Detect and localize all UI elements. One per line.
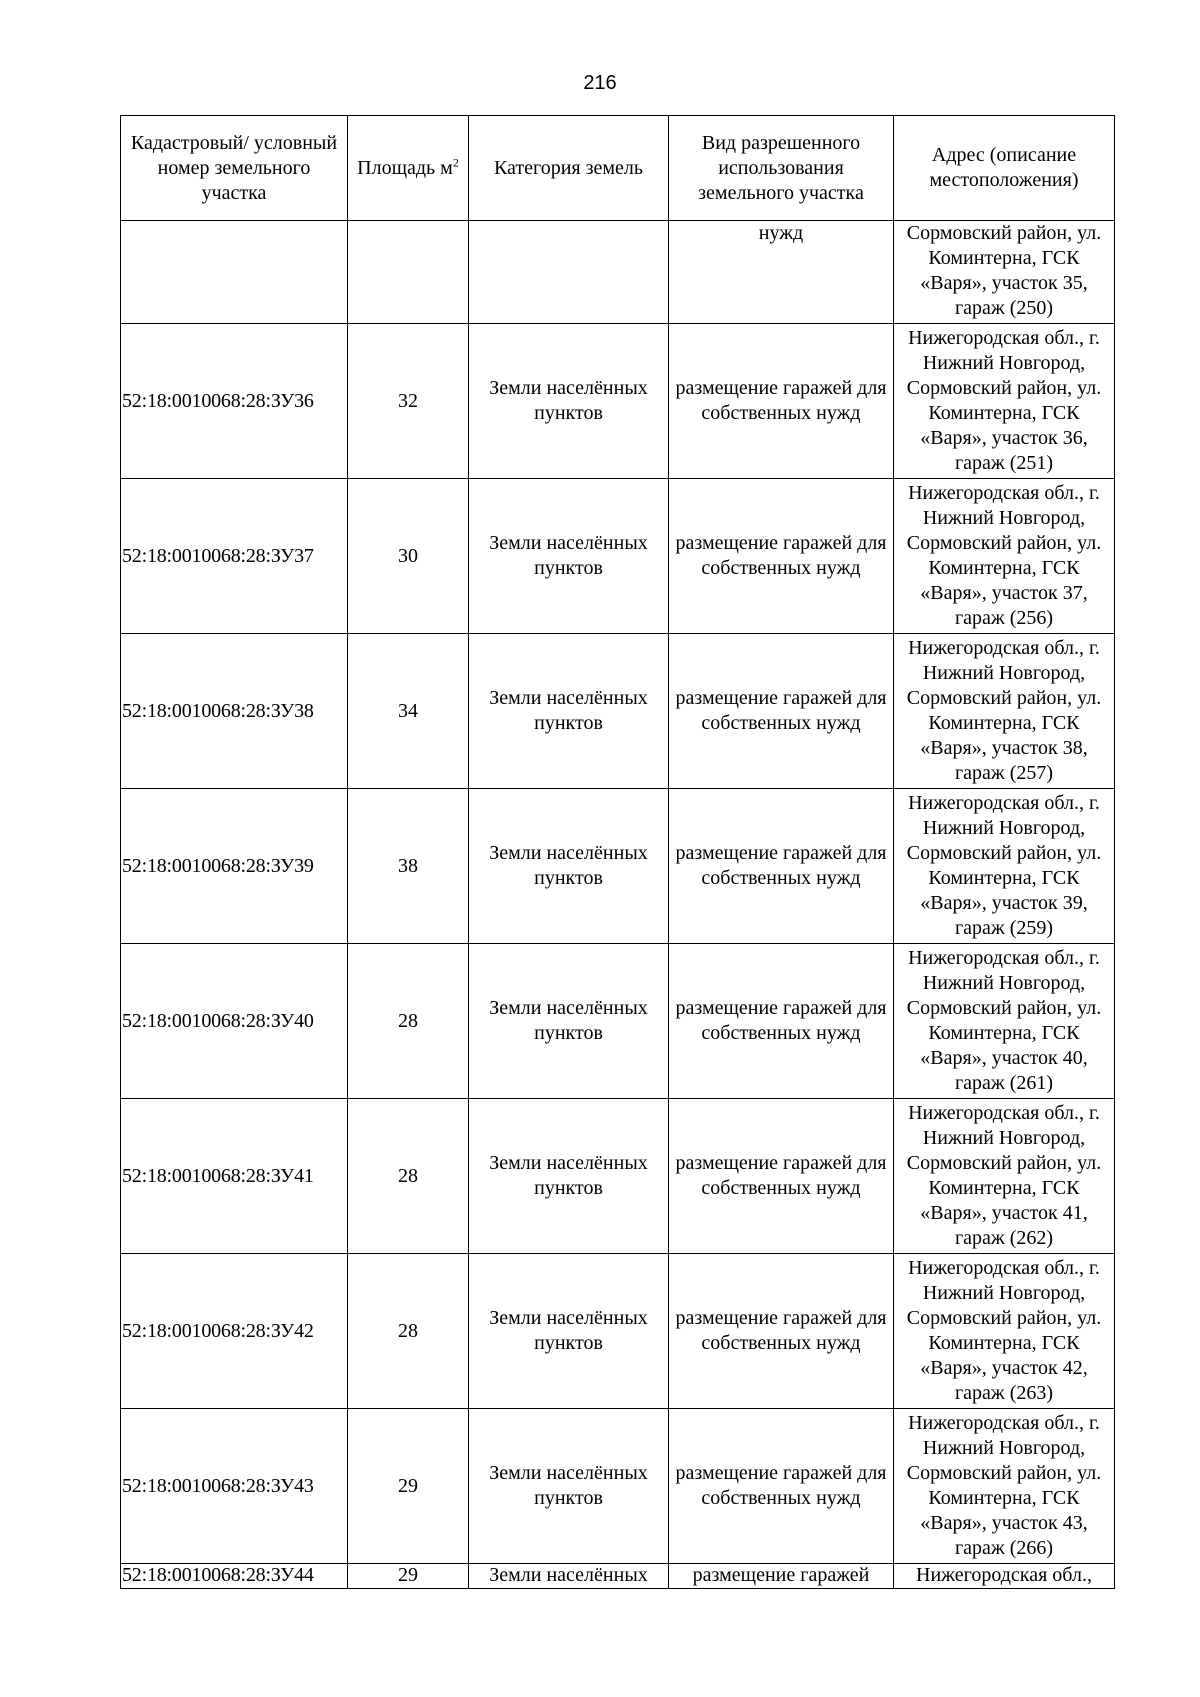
cell-use: размещение гаражей для собственных нужд [669, 324, 894, 479]
header-area-sup: 2 [452, 154, 459, 169]
cell-use: нужд [669, 221, 894, 324]
header-area [348, 116, 469, 221]
cell-category: Земли населённых пунктов [469, 789, 669, 944]
cell-area: 29 [348, 1409, 469, 1564]
table-row [121, 1254, 1115, 1409]
cell-cadastral [121, 221, 348, 324]
cell-category: Земли населённых [469, 1564, 669, 1589]
cell-area: 28 [348, 944, 469, 1099]
table-row-partial [121, 1564, 1115, 1589]
cell-use: размещение гаражей для собственных нужд [669, 1409, 894, 1564]
table-row-continued [121, 221, 1115, 324]
table-row [121, 324, 1115, 479]
table-row [121, 634, 1115, 789]
cell-address: Нижегородская обл., г. Нижний Новгород, Сормовский район, ул. Коминтерна, ГСК «Варя», участок 42, гараж (263) [894, 1254, 1115, 1409]
cell-area: 38 [348, 789, 469, 944]
cell-cadastral: 52:18:0010068:28:ЗУ37 [121, 479, 348, 634]
cell-use: размещение гаражей для собственных нужд [669, 479, 894, 634]
cell-address: Нижегородская обл., г. Нижний Новгород, Сормовский район, ул. Коминтерна, ГСК «Варя», участок 39, гараж (259) [894, 789, 1115, 944]
cell-cadastral: 52:18:0010068:28:ЗУ44 [121, 1564, 348, 1589]
cell-area: 28 [348, 1099, 469, 1254]
header-address: Адрес (описание местоположения) [894, 116, 1115, 221]
cell-address: Нижегородская обл., г. Нижний Новгород, Сормовский район, ул. Коминтерна, ГСК «Варя», участок 40, гараж (261) [894, 944, 1115, 1099]
cell-use: размещение гаражей [669, 1564, 894, 1589]
cell-cadastral: 52:18:0010068:28:ЗУ40 [121, 944, 348, 1099]
table-row [121, 479, 1115, 634]
cell-category: Земли населённых пунктов [469, 634, 669, 789]
cell-cadastral: 52:18:0010068:28:ЗУ41 [121, 1099, 348, 1254]
header-category: Категория земель [469, 116, 669, 221]
cell-use: размещение гаражей для собственных нужд [669, 1099, 894, 1254]
cell-use: размещение гаражей для собственных нужд [669, 634, 894, 789]
cell-use: размещение гаражей для собственных нужд [669, 789, 894, 944]
header-use: Вид разрешенного использования земельного участка [669, 116, 894, 221]
table-row [121, 944, 1115, 1099]
header-area-text: Площадь м [357, 156, 453, 179]
cell-area: 28 [348, 1254, 469, 1409]
cell-area: 34 [348, 634, 469, 789]
cell-category [469, 221, 669, 324]
cell-category: Земли населённых пунктов [469, 1409, 669, 1564]
cell-use: размещение гаражей для собственных нужд [669, 1254, 894, 1409]
cell-address: Сормовский район, ул. Коминтерна, ГСК «Варя», участок 35, гараж (250) [894, 221, 1115, 324]
table-row [121, 1409, 1115, 1564]
cell-address: Нижегородская обл., г. Нижний Новгород, Сормовский район, ул. Коминтерна, ГСК «Варя», участок 43, гараж (266) [894, 1409, 1115, 1564]
cell-address: Нижегородская обл., г. Нижний Новгород, Сормовский район, ул. Коминтерна, ГСК «Варя», участок 37, гараж (256) [894, 479, 1115, 634]
cell-cadastral: 52:18:0010068:28:ЗУ42 [121, 1254, 348, 1409]
cell-cadastral: 52:18:0010068:28:ЗУ39 [121, 789, 348, 944]
cell-area [348, 221, 469, 324]
cell-area: 30 [348, 479, 469, 634]
cell-address: Нижегородская обл., г. Нижний Новгород, Сормовский район, ул. Коминтерна, ГСК «Варя», участок 41, гараж (262) [894, 1099, 1115, 1254]
cell-area: 29 [348, 1564, 469, 1589]
cell-address: Нижегородская обл., [894, 1564, 1115, 1589]
cell-category: Земли населённых пунктов [469, 1099, 669, 1254]
cell-area: 32 [348, 324, 469, 479]
cell-address: Нижегородская обл., г. Нижний Новгород, Сормовский район, ул. Коминтерна, ГСК «Варя», участок 38, гараж (257) [894, 634, 1115, 789]
page-number: 216 [583, 72, 617, 94]
table-row [121, 1099, 1115, 1254]
cell-cadastral: 52:18:0010068:28:ЗУ38 [121, 634, 348, 789]
table-row [121, 789, 1115, 944]
land-plots-table [120, 115, 1115, 1589]
cell-use: размещение гаражей для собственных нужд [669, 944, 894, 1099]
cell-category: Земли населённых пунктов [469, 479, 669, 634]
cell-cadastral: 52:18:0010068:28:ЗУ43 [121, 1409, 348, 1564]
header-cadastral: Кадастровый/ условный номер земельного участка [121, 116, 348, 221]
table-header-row [121, 116, 1115, 221]
cell-address: Нижегородская обл., г. Нижний Новгород, Сормовский район, ул. Коминтерна, ГСК «Варя», участок 36, гараж (251) [894, 324, 1115, 479]
cell-category: Земли населённых пунктов [469, 324, 669, 479]
cell-category: Земли населённых пунктов [469, 944, 669, 1099]
cell-cadastral: 52:18:0010068:28:ЗУ36 [121, 324, 348, 479]
cell-category: Земли населённых пунктов [469, 1254, 669, 1409]
